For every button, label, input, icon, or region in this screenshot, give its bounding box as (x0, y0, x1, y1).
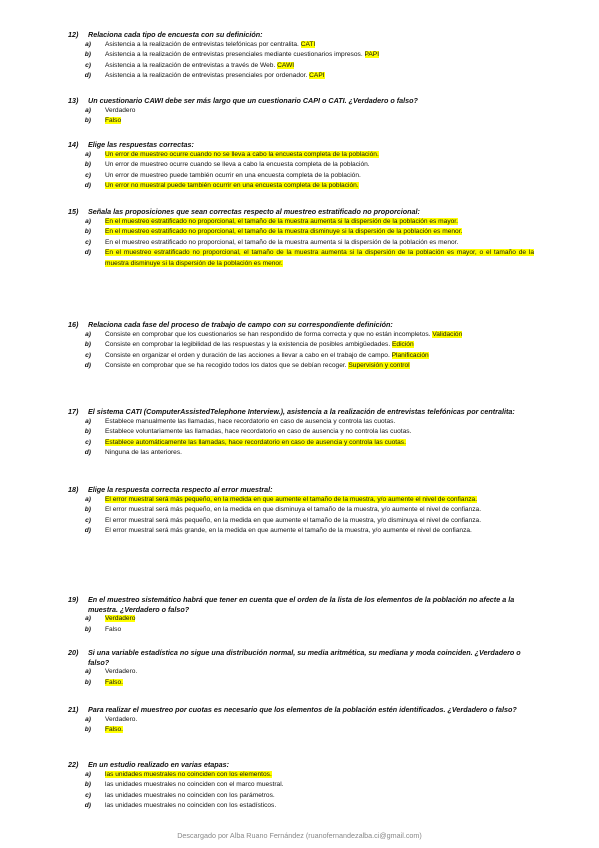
answer-option (68, 61, 534, 72)
option-letter: d) (84, 449, 91, 457)
answer-option (68, 725, 534, 736)
question-12 (68, 30, 534, 82)
answer-option (68, 181, 534, 192)
option-text: las unidades muestrales no coinciden con los parámetros. (105, 791, 275, 799)
question-number: 20) (68, 648, 79, 657)
question-14 (68, 140, 534, 192)
question-21 (68, 705, 534, 736)
question-number: 18) (68, 485, 79, 494)
option-text: Falso. (105, 678, 123, 686)
question-number: 14) (68, 140, 79, 149)
question-number: 22) (68, 760, 79, 769)
option-text: Un error de muestreo ocurre cuando no se lleva a cabo la encuesta completa de la población. (105, 150, 379, 158)
option-text: Establece automáticamente las llamadas, hace recordatorio en caso de ausencia y controla las cuotas. (105, 438, 406, 446)
question-19 (68, 595, 534, 635)
option-letter: c) (85, 516, 91, 524)
option-text: En el muestreo estratificado no proporcional, el tamaño de la muestra aumenta si la dispersión de la población es menor. (105, 238, 459, 246)
question-15 (68, 207, 534, 269)
question-18 (68, 485, 534, 537)
answer-option (68, 171, 534, 182)
question-title (68, 320, 534, 330)
answer-tag: CAPI (309, 72, 325, 80)
option-text: Establece manualmente las llamadas, hace recordatorio en caso de ausencia y controla las cuotas. (105, 417, 396, 425)
option-letter: d) (84, 249, 91, 257)
option-letter: b) (84, 161, 91, 169)
option-letter: a) (85, 715, 91, 723)
option-text: Consiste en comprobar que los cuestionarios se han respondido de forma correcta y que no están incompletos. (105, 330, 431, 338)
question-title (68, 760, 534, 770)
option-text: El error muestral será más pequeño, en la medida en que aumente el tamaño de la muestra, y/o aumente el nivel de confianza. (105, 495, 478, 503)
answer-option (68, 801, 534, 812)
option-letter: c) (85, 438, 91, 446)
question-20 (68, 648, 534, 688)
answer-option (68, 625, 534, 636)
option-letter: a) (85, 106, 91, 114)
option-letter: a) (85, 417, 91, 425)
option-text: En el muestreo estratificado no proporcional, el tamaño de la muestra disminuye si la dispersión de la población es menor. (105, 228, 463, 236)
question-number: 16) (68, 320, 79, 329)
download-footer: Descargado por Alba Ruano Fernández (ruanofernandezalba.ci@gmail.com) (177, 831, 422, 840)
option-text: Establece voluntariamente las llamadas, hace recordatorio en caso de ausencia y no controla las cuotas. (105, 428, 412, 436)
question-title (68, 207, 534, 217)
answer-option (68, 427, 534, 438)
answer-option (68, 116, 534, 127)
option-letter: d) (84, 182, 91, 190)
answer-option (68, 160, 534, 171)
option-letter: a) (85, 495, 91, 503)
option-text: El error muestral será más pequeño, en la medida en que aumente el tamaño de la muestra, y/o disminuya el nivel de confianza. (105, 516, 482, 524)
option-text: Asistencia a la realización de entrevistas telefónicas por centralita. (105, 40, 299, 48)
answer-tag: CAWI (277, 61, 295, 69)
question-text: Elige las respuestas correctas: (88, 140, 194, 149)
option-text: El error muestral será más pequeño, en la medida en que disminuya el tamaño de la muestra, y/o aumente el nivel de confianza. (105, 506, 482, 514)
option-text: En el muestreo estratificado no proporcional, el tamaño de la muestra aumenta si la dispersión de la población es mayor, o el tamaño de la muestra disminuye si la dispersión de la población es menor. (105, 249, 534, 267)
option-letter: a) (85, 668, 91, 675)
option-text: Verdadero. (105, 715, 138, 723)
answer-option (68, 227, 534, 238)
option-letter: b) (84, 341, 91, 349)
option-letter: c) (85, 61, 91, 69)
option-text: Consiste en comprobar que se ha recogido todos los datos que se debían recoger. (105, 362, 347, 370)
answer-tag: Validación (432, 330, 463, 338)
question-text: Relaciona cada fase del proceso de trabajo de campo con su correspondiente definición: (88, 320, 393, 329)
answer-tag: Supervisión y control (348, 362, 410, 370)
option-letter: b) (84, 228, 91, 236)
question-number: 12) (68, 30, 79, 39)
question-text: Señala las proposiciones que sean correctas respecto al muestreo estratificado no proporcional: (88, 207, 420, 216)
option-letter: b) (84, 625, 91, 633)
option-text: Un error de muestreo puede también ocurrir en una encuesta completa de la población. (105, 171, 361, 179)
question-text: Para realizar el muestreo por cuotas es necesario que los elementos de la población estén identificados. ¿Verdadero o falso? (88, 705, 517, 714)
answer-option (68, 106, 534, 117)
option-letter: c) (85, 791, 91, 799)
answer-tag: Edición (392, 341, 414, 349)
answer-option (68, 495, 534, 506)
question-22 (68, 760, 534, 812)
option-letter: a) (85, 330, 91, 338)
option-text: En el muestreo estratificado no proporcional, el tamaño de la muestra aumenta si la dispersión de la población es mayor. (105, 217, 458, 225)
answer-tag: PAPI (364, 51, 380, 59)
answer-option (68, 150, 534, 161)
option-text: Falso (105, 117, 122, 125)
question-text: Relaciona cada tipo de encuesta con su definición: (88, 30, 263, 39)
answer-option (68, 50, 534, 61)
option-letter: b) (84, 678, 91, 686)
option-letter: b) (84, 117, 91, 125)
option-text: Falso. (105, 726, 123, 734)
answer-option (68, 330, 534, 341)
option-text: Asistencia a la realización de entrevistas presenciales por ordenador. (105, 72, 308, 80)
question-title (68, 30, 534, 40)
question-number: 19) (68, 595, 79, 604)
answer-option (68, 516, 534, 527)
answer-option (68, 448, 534, 459)
question-text: Elige la respuesta correcta respecto al error muestral: (88, 485, 273, 494)
answer-tag: CATI (300, 40, 316, 48)
option-text: Asistencia a la realización de entrevistas a través de Web. (105, 61, 276, 69)
answer-option (68, 791, 534, 802)
answer-option (68, 238, 534, 249)
option-text: Consiste en organizar el orden y duración de las acciones a llevar a cabo en el trabajo de campo. (105, 351, 390, 359)
answer-option (68, 40, 534, 51)
answer-option (68, 770, 534, 781)
option-letter: c) (85, 238, 91, 246)
answer-option (68, 248, 534, 269)
option-text: Verdadero (105, 615, 136, 622)
question-text: En un estudio realizado en varias etapas: (88, 760, 229, 769)
option-text: Asistencia a la realización de entrevistas presenciales mediante cuestionarios impresos. (105, 51, 363, 59)
question-text: El sistema CATI (ComputerAssistedTelephone Interview.), asistencia a la realización de entrevistas telefónicas por centralita: (88, 407, 515, 416)
answer-option (68, 667, 534, 678)
option-text: Consiste en comprobar la legibilidad de las respuestas y la existencia de posibles ambigüedades. (105, 341, 391, 349)
option-letter: d) (84, 527, 91, 535)
question-16 (68, 320, 534, 372)
answer-option (68, 361, 534, 372)
question-number: 17) (68, 407, 79, 416)
question-title (68, 407, 534, 417)
option-letter: b) (84, 506, 91, 514)
question-title (68, 705, 534, 715)
option-text: Ninguna de las anteriores. (105, 449, 182, 457)
option-letter: a) (85, 150, 91, 158)
answer-option (68, 526, 534, 537)
option-letter: b) (84, 726, 91, 734)
question-title (68, 595, 534, 614)
question-number: 15) (68, 207, 79, 216)
answer-option (68, 678, 534, 689)
option-text: Verdadero (105, 106, 136, 114)
question-title (68, 648, 534, 667)
option-letter: d) (84, 72, 91, 80)
answer-option (68, 438, 534, 449)
option-text: Falso (105, 625, 122, 633)
option-letter: a) (85, 217, 91, 225)
option-letter: c) (85, 351, 91, 359)
answer-tag: Planificación (391, 351, 429, 359)
answer-option (68, 505, 534, 516)
question-title (68, 140, 534, 150)
answer-option (68, 780, 534, 791)
answer-option (68, 340, 534, 351)
question-text: En el muestreo sistemático habrá que tener en cuenta que el orden de la lista de los elementos de la población no afecte a la muestra. ¿Verdadero o falso? (88, 595, 515, 614)
option-text: las unidades muestrales no coinciden con los elementos. (105, 770, 272, 778)
option-letter: d) (84, 362, 91, 370)
question-title (68, 485, 534, 495)
question-number: 21) (68, 705, 79, 714)
answer-option (68, 351, 534, 362)
answer-option (68, 715, 534, 726)
option-text: las unidades muestrales no coinciden con el marco muestral. (105, 781, 284, 789)
option-letter: a) (85, 615, 91, 622)
question-text: Un cuestionario CAWI debe ser más largo que un cuestionario CAPI o CATI. ¿Verdadero o falso? (88, 96, 418, 105)
option-letter: d) (84, 802, 91, 810)
option-letter: b) (84, 781, 91, 789)
option-text: las unidades muestrales no coinciden con los estadísticos. (105, 802, 277, 810)
option-text: El error muestral será más grande, en la medida en que aumente el tamaño de la muestra, y/o aumente el nivel de confianza. (105, 527, 472, 535)
option-text: Verdadero. (105, 668, 138, 675)
option-letter: b) (84, 51, 91, 59)
question-13 (68, 96, 534, 127)
option-text: Un error no muestral puede también ocurrir en una encuesta completa de la población. (105, 182, 359, 190)
option-letter: c) (85, 171, 91, 179)
answer-option (68, 71, 534, 82)
answer-option (68, 217, 534, 228)
option-text: Un error de muestreo ocurre cuando se lleva a cabo la encuesta completa de la población. (105, 161, 370, 169)
answer-option (68, 614, 534, 625)
question-17 (68, 407, 534, 459)
question-number: 13) (68, 96, 79, 105)
option-letter: b) (84, 428, 91, 436)
answer-option (68, 417, 534, 428)
option-letter: a) (85, 40, 91, 48)
option-letter: a) (85, 770, 91, 778)
question-text: Si una variable estadística no sigue una distribución normal, su media aritmética, su mediana y moda coinciden. ¿Verdadero o falso? (88, 648, 521, 667)
question-title (68, 96, 534, 106)
